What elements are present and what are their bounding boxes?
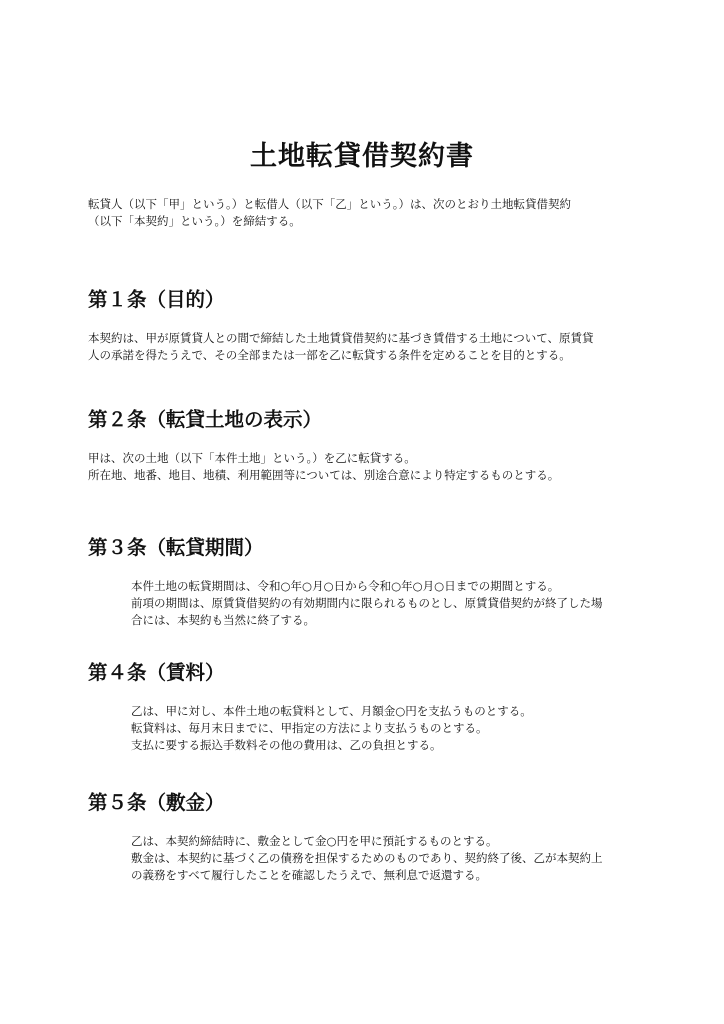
article-line: 乙は、本契約締結時に、敷金として金○円を甲に預託するものとする。 [131,834,498,848]
article-heading: 第２条（転貸土地の表示） [88,408,323,431]
article-body [88,450,648,484]
article-heading: 第５条（敷金） [88,791,225,814]
article-body [88,578,648,629]
article-line: 人の承諾を得たうえで、その全部または一部を乙に転貸する条件を定めることを目的とする。 [88,348,571,362]
intro-line: 転貸人（以下「甲」という。）と転借人（以下「乙」という。）は、次のとおり土地転貸借契約 [88,197,571,211]
article-line: 前項の期間は、原賃貸借契約の有効期間内に限られるものとし、原賃貸借契約が終了した場 [131,596,603,610]
article-3-term [88,535,648,629]
article-heading: 第１条（目的） [88,288,225,311]
article-1-purpose [88,287,648,364]
article-line: 本契約は、甲が原賃貸人との間で締結した土地賃貸借契約に基づき賃借する土地について、原賃貸 [88,331,594,345]
article-line: 支払に要する振込手数料その他の費用は、乙の負担とする。 [131,738,442,752]
article-body [88,330,648,364]
article-4-rent [88,660,648,754]
article-line: 合には、本契約も当然に終了する。 [131,613,315,627]
article-body [88,703,648,754]
intro-line: （以下「本契約」という。）を締結する。 [88,214,301,228]
document-title: 土地転貸借契約書 [250,141,474,173]
article-line: 本件土地の転貸期間は、令和○年○月○日から令和○年○月○日までの期間とする。 [131,579,560,593]
article-line: 敷金は、本契約に基づく乙の債務を担保するためのものであり、契約終了後、乙が本契約上 [131,851,603,865]
article-heading: 第３条（転貸期間） [88,536,264,559]
article-line: の義務をすべて履行したことを確認したうえで、無利息で返還する。 [131,868,488,882]
article-line: 乙は、甲に対し、本件土地の転貸料として、月額金○円を支払うものとする。 [131,704,532,718]
article-body [88,833,648,884]
article-line: 甲は、次の土地（以下「本件土地」という。）を乙に転貸する。 [88,451,416,465]
article-5-deposit [88,790,648,884]
article-2-land-description [88,407,648,484]
intro-paragraph [88,196,648,230]
article-line: 転貸料は、毎月末日までに、甲指定の方法により支払うものとする。 [131,721,488,735]
article-heading: 第４条（賃料） [88,661,225,684]
article-line: 所在地、地番、地目、地積、利用範囲等については、別途合意により特定するものとする。 [88,468,560,482]
